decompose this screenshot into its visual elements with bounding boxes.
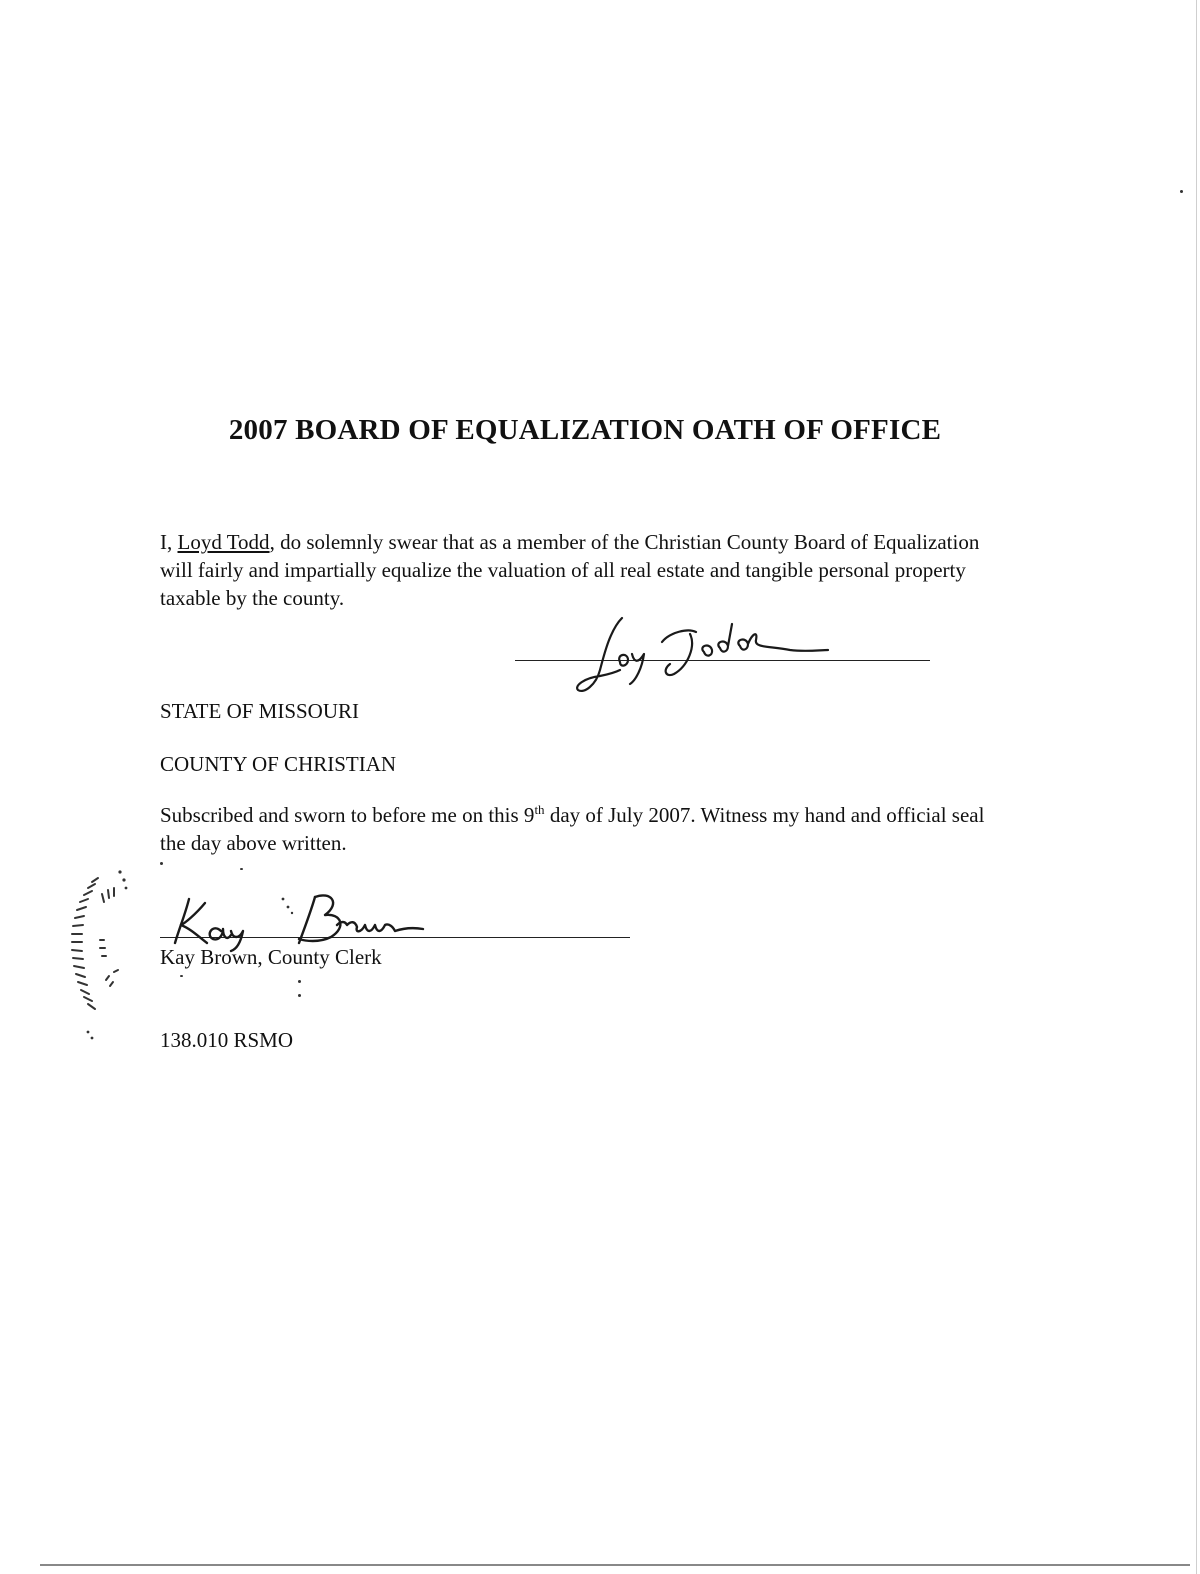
- document-title: 2007 BOARD OF EQUALIZATION OATH OF OFFICE: [228, 414, 942, 446]
- subscribed-paragraph: [160, 801, 1000, 857]
- member-signature-icon: [570, 610, 840, 700]
- scan-speck: [298, 994, 301, 997]
- county-seal-icon: [50, 860, 160, 1050]
- county-line: COUNTY OF CHRISTIAN: [160, 752, 397, 776]
- scan-speck: [1180, 190, 1183, 193]
- subscribed-after-day: day of July 2007. Witness my hand and official seal the day above written.: [160, 803, 985, 855]
- scan-speck: [298, 980, 301, 983]
- oath-body: , do solemnly swear that as a member of the Christian County Board of Equalization will fairly and impartially equalize the valuation of all real estate and tangible personal property taxable by the county.: [160, 530, 980, 610]
- clerk-line: Kay Brown, County Clerk: [160, 945, 382, 969]
- oath-paragraph: [160, 528, 1000, 612]
- scan-speck: [240, 868, 243, 870]
- page-edge: [40, 1564, 1190, 1566]
- oath-member-name: Loyd Todd: [177, 530, 270, 554]
- scan-speck: [180, 975, 183, 977]
- subscribed-before-day: Subscribed and sworn to before me on this 9: [160, 803, 535, 827]
- day-suffix: th: [534, 802, 545, 817]
- statute-reference: 138.010 RSMO: [160, 1028, 294, 1052]
- page-edge: [1196, 0, 1197, 1574]
- scan-speck: [160, 862, 163, 865]
- oath-prefix: I,: [160, 530, 178, 554]
- state-line: STATE OF MISSOURI: [160, 699, 360, 723]
